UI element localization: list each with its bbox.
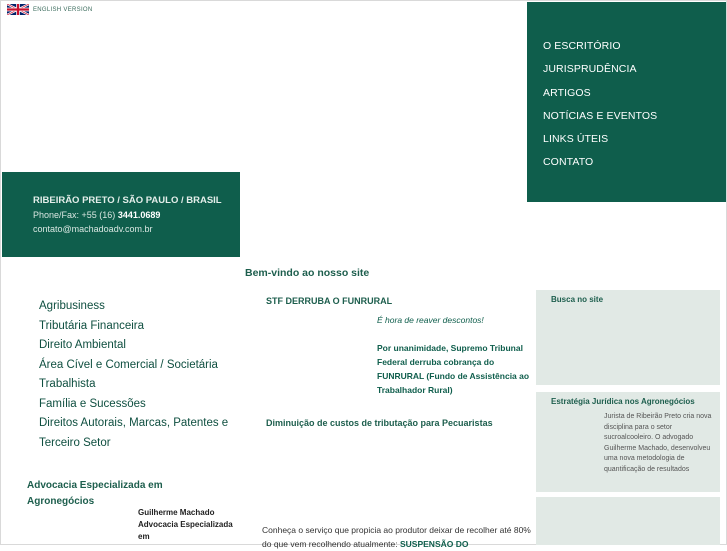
advocacy-subtitle: Guilherme Machado Advocacia Especializada em [138, 508, 233, 541]
news-funrural-body: Por unanimidade, Supremo Tribunal Federal derruba cobrança do FUNRURAL (Fundo de Assistência ao Trabalhador Rural) [377, 343, 530, 395]
agro-strategy-body: Jurista de Ribeirão Preto cria nova disciplina para o setor sucroalcooleiro. O advogado Guilherme Machado, desenvolveu uma nova metodologia de quantificação de resultados [604, 413, 712, 473]
nav-item-escritorio[interactable]: O ESCRITÓRIO [543, 40, 621, 52]
nav-item-links-uteis[interactable]: LINKS ÚTEIS [543, 133, 609, 146]
contact-email[interactable]: contato@machadoadv.com.br [33, 224, 153, 234]
menu-item-tributaria[interactable]: Tributária Financeira [39, 319, 145, 332]
main-nav [527, 2, 726, 202]
contact-location: RIBEIRÃO PRETO / SÃO PAULO / BRASIL [33, 195, 222, 206]
phone-label: Phone/Fax: +55 (16) [33, 210, 118, 220]
contact-phone [33, 210, 160, 220]
news-funrural-title[interactable]: STF DERRUBA O FUNRURAL [266, 296, 393, 306]
english-version-label: ENGLISH VERSION [33, 6, 93, 13]
nav-item-artigos[interactable]: ARTIGOS [543, 86, 591, 99]
nav-item-noticias-eventos[interactable]: NOTÍCIAS E EVENTOS [543, 109, 658, 122]
practice-areas-menu [39, 297, 239, 453]
phone-number: 3441.0689 [117, 210, 161, 220]
search-panel-title: Busca no site [551, 295, 604, 304]
uk-flag-icon [7, 4, 29, 15]
english-version-link[interactable] [7, 4, 93, 15]
menu-item-familia[interactable]: Família e Sucessões [39, 397, 146, 410]
menu-item-civel-comercial[interactable]: Área Cível e Comercial / Societária [39, 358, 218, 371]
menu-item-ambiental[interactable]: Direito Ambiental [39, 339, 126, 351]
welcome-heading: Bem-vindo ao nosso site [245, 267, 370, 279]
news-service-body [262, 523, 532, 551]
contact-box [2, 172, 240, 257]
agro-strategy-panel [536, 392, 720, 492]
news-service-text: Conheça o serviço que propicia ao produtor deixar de recolher até 80% do que vem recolhendo atualmente: [262, 525, 531, 549]
news-funrural-subtitle: É hora de reaver descontos! [377, 315, 484, 325]
menu-item-trabalhista[interactable]: Trabalhista [39, 378, 96, 390]
agro-strategy-title[interactable]: Estratégia Jurídica nos Agronegócios [551, 397, 695, 406]
search-panel [536, 290, 720, 385]
news-service-bold: SUSPENSÃO DO [399, 539, 469, 549]
menu-item-agribusiness[interactable]: Agribusiness [39, 300, 105, 312]
news-pecuaristas-title[interactable]: Diminuição de custos de tributação para Pecuaristas [266, 418, 493, 428]
menu-item-direitos-autorais[interactable]: Direitos Autorais, Marcas, Patentes e Terceiro Setor [39, 417, 229, 449]
nav-item-contato[interactable]: CONTATO [543, 156, 594, 169]
nav-item-jurisprudencia[interactable]: JURISPRUDÊNCIA [543, 63, 637, 76]
side-panel-bottom [536, 497, 720, 545]
advocacy-title[interactable]: Advocacia Especializada em Agronegócios [27, 480, 163, 507]
